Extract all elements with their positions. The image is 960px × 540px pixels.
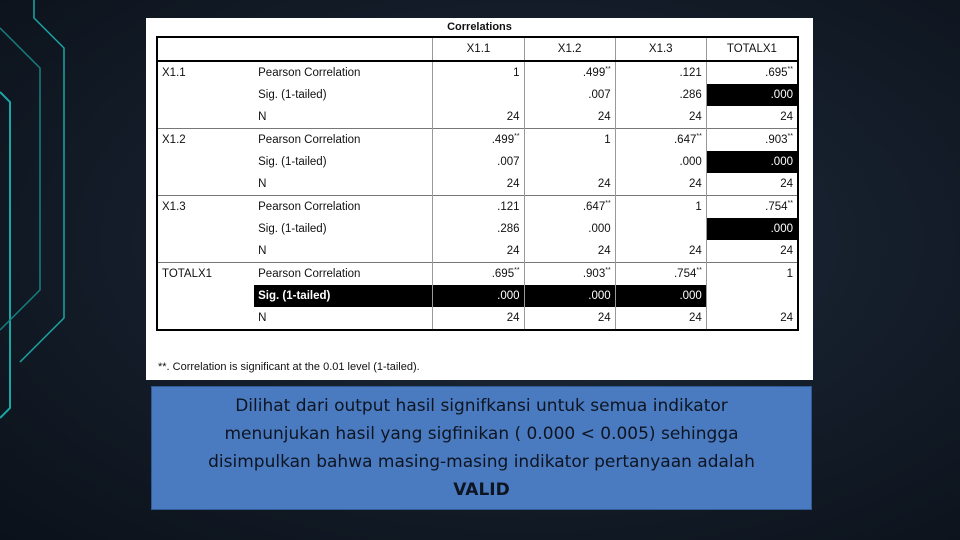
table-cell bbox=[615, 196, 706, 219]
cell-value: .647 bbox=[582, 201, 606, 213]
cell-value: 24 bbox=[506, 312, 520, 324]
table-cell bbox=[524, 263, 615, 286]
table-cell bbox=[615, 218, 706, 240]
cell-value: .286 bbox=[497, 223, 520, 235]
row-variable-label: TOTALX1 bbox=[157, 263, 254, 286]
table-cell bbox=[706, 173, 798, 196]
table-cell bbox=[615, 307, 706, 330]
cell-value: 24 bbox=[597, 111, 611, 123]
cell-value: .695 bbox=[765, 67, 788, 79]
table-footnote: **. Correlation is significant at the 0.01 level (1-tailed). bbox=[158, 361, 420, 373]
table-cell bbox=[706, 307, 798, 330]
cell-value: .695 bbox=[491, 268, 515, 280]
cell-value: 24 bbox=[780, 178, 793, 190]
table-cell bbox=[433, 61, 524, 84]
row-statistic-label: Sig. (1-tailed) bbox=[254, 218, 433, 240]
table-cell bbox=[433, 263, 524, 286]
cell-value: 24 bbox=[689, 312, 702, 324]
row-variable-label: X1.2 bbox=[157, 129, 254, 152]
table-cell bbox=[615, 129, 706, 152]
row-variable-label bbox=[157, 106, 254, 129]
significance-mark: ** bbox=[696, 267, 702, 275]
row-statistic-label: N bbox=[254, 106, 433, 129]
row-statistic-label: Sig. (1-tailed) bbox=[254, 285, 433, 307]
table-cell bbox=[433, 240, 524, 263]
conclusion-line: menunjukan hasil yang sigfinikan ( 0.000 < 0.005) sehingga bbox=[224, 424, 739, 444]
table-header-row bbox=[157, 37, 798, 61]
correlations-table-image bbox=[146, 18, 813, 380]
table-cell bbox=[524, 307, 615, 330]
cell-value: .903 bbox=[582, 268, 606, 280]
table-cell bbox=[615, 84, 706, 106]
table-cell bbox=[524, 196, 615, 219]
table-row bbox=[157, 173, 798, 196]
table-cell bbox=[615, 240, 706, 263]
cell-value: 24 bbox=[506, 245, 520, 257]
cell-value: .000 bbox=[679, 290, 702, 302]
conclusion-box bbox=[151, 386, 812, 510]
cell-value: .000 bbox=[588, 290, 611, 302]
table-row bbox=[157, 240, 798, 263]
significance-mark: ** bbox=[605, 200, 611, 208]
table-cell bbox=[524, 129, 615, 152]
table-cell bbox=[433, 151, 524, 173]
conclusion-line: Dilihat dari output hasil signifkansi untuk semua indikator bbox=[235, 396, 728, 416]
significance-mark: ** bbox=[514, 267, 520, 275]
table-row bbox=[157, 129, 798, 152]
conclusion-valid: VALID bbox=[453, 480, 510, 500]
table-cell bbox=[615, 263, 706, 286]
significance-mark: ** bbox=[605, 267, 611, 275]
cell-value: .000 bbox=[770, 156, 793, 168]
cell-value: .754 bbox=[765, 201, 788, 213]
table-cell bbox=[706, 240, 798, 263]
table-cell bbox=[615, 106, 706, 129]
table-cell bbox=[706, 106, 798, 129]
table-cell bbox=[524, 240, 615, 263]
row-statistic-label: Pearson Correlation bbox=[254, 263, 433, 286]
cell-value: .754 bbox=[673, 268, 697, 280]
cell-value: 24 bbox=[689, 245, 702, 257]
table-cell bbox=[433, 196, 524, 219]
row-statistic-label: N bbox=[254, 173, 433, 196]
table-cell bbox=[706, 151, 798, 173]
table-cell bbox=[615, 285, 706, 307]
significance-mark: ** bbox=[605, 66, 611, 74]
table-cell bbox=[615, 173, 706, 196]
cell-value: 24 bbox=[780, 111, 793, 123]
row-statistic-label: Pearson Correlation bbox=[254, 129, 433, 152]
row-statistic-label: Sig. (1-tailed) bbox=[254, 84, 433, 106]
table-row bbox=[157, 84, 798, 106]
table-cell bbox=[706, 263, 798, 286]
conclusion-line: disimpulkan bahwa masing-masing indikator pertanyaan adalah bbox=[208, 452, 755, 472]
cell-value: 1 bbox=[604, 134, 611, 146]
significance-mark: ** bbox=[514, 133, 520, 141]
table-row bbox=[157, 151, 798, 173]
table-cell bbox=[524, 151, 615, 173]
cell-value: .007 bbox=[497, 156, 520, 168]
significance-mark: ** bbox=[787, 66, 793, 74]
table-row bbox=[157, 285, 798, 307]
cell-value: 24 bbox=[597, 178, 611, 190]
table-cell bbox=[706, 196, 798, 219]
cell-value: 24 bbox=[689, 178, 702, 190]
row-variable-label bbox=[157, 285, 254, 307]
table-cell bbox=[524, 84, 615, 106]
table-cell bbox=[433, 173, 524, 196]
row-variable-label bbox=[157, 173, 254, 196]
cell-value: 24 bbox=[689, 111, 702, 123]
table-cell bbox=[433, 129, 524, 152]
cell-value: .121 bbox=[497, 201, 520, 213]
cell-value: .286 bbox=[679, 89, 702, 101]
table-caption: Correlations bbox=[447, 21, 512, 33]
table-row bbox=[157, 263, 798, 286]
cell-value: .000 bbox=[770, 89, 793, 101]
table-row bbox=[157, 61, 798, 84]
cell-value: 24 bbox=[780, 312, 793, 324]
cell-value: .903 bbox=[765, 134, 788, 146]
row-statistic-label: Pearson Correlation bbox=[254, 196, 433, 219]
row-statistic-label: Pearson Correlation bbox=[254, 61, 433, 84]
column-header: X1.3 bbox=[615, 37, 706, 61]
table-cell bbox=[706, 129, 798, 152]
table-cell bbox=[524, 218, 615, 240]
row-variable-label bbox=[157, 151, 254, 173]
cell-value: .000 bbox=[497, 290, 520, 302]
table-cell bbox=[524, 285, 615, 307]
row-statistic-label: Sig. (1-tailed) bbox=[254, 151, 433, 173]
row-statistic-label: N bbox=[254, 240, 433, 263]
table-cell bbox=[433, 218, 524, 240]
table-cell bbox=[433, 285, 524, 307]
table-row bbox=[157, 196, 798, 219]
row-variable-label bbox=[157, 240, 254, 263]
significance-mark: ** bbox=[787, 133, 793, 141]
cell-value: 1 bbox=[786, 268, 793, 280]
table-cell bbox=[615, 61, 706, 84]
significance-mark: ** bbox=[787, 200, 793, 208]
row-variable-label bbox=[157, 307, 254, 330]
table-body bbox=[157, 61, 798, 330]
table-cell bbox=[433, 307, 524, 330]
cell-value: .000 bbox=[588, 223, 611, 235]
table-cell bbox=[706, 61, 798, 84]
cell-value: 24 bbox=[506, 178, 520, 190]
cell-value: 24 bbox=[506, 111, 520, 123]
cell-value: .647 bbox=[673, 134, 697, 146]
table-row bbox=[157, 218, 798, 240]
table-cell bbox=[524, 61, 615, 84]
cell-value: 1 bbox=[695, 201, 702, 213]
cell-value: 24 bbox=[597, 245, 611, 257]
row-variable-label: X1.1 bbox=[157, 61, 254, 84]
table-cell bbox=[706, 285, 798, 307]
table-cell bbox=[433, 84, 524, 106]
table-row bbox=[157, 106, 798, 129]
column-header: X1.1 bbox=[433, 37, 524, 61]
column-header: TOTALX1 bbox=[706, 37, 798, 61]
cell-value: 24 bbox=[780, 245, 793, 257]
row-statistic-label: N bbox=[254, 307, 433, 330]
significance-mark: ** bbox=[696, 133, 702, 141]
cell-value: .000 bbox=[679, 156, 702, 168]
cell-value: 1 bbox=[513, 67, 520, 79]
cell-value: .121 bbox=[679, 67, 702, 79]
table-cell bbox=[524, 173, 615, 196]
row-variable-label bbox=[157, 218, 254, 240]
row-variable-label bbox=[157, 84, 254, 106]
table-cell bbox=[706, 84, 798, 106]
table-cell bbox=[524, 106, 615, 129]
cell-value: .007 bbox=[588, 89, 611, 101]
column-header: X1.2 bbox=[524, 37, 615, 61]
row-variable-label: X1.3 bbox=[157, 196, 254, 219]
cell-value: .499 bbox=[582, 67, 606, 79]
table-row bbox=[157, 307, 798, 330]
table-cell bbox=[706, 218, 798, 240]
table-cell bbox=[433, 106, 524, 129]
cell-value: .000 bbox=[770, 223, 793, 235]
cell-value: .499 bbox=[491, 134, 515, 146]
cell-value: 24 bbox=[597, 312, 611, 324]
table-cell bbox=[615, 151, 706, 173]
correlations-table bbox=[156, 36, 799, 331]
